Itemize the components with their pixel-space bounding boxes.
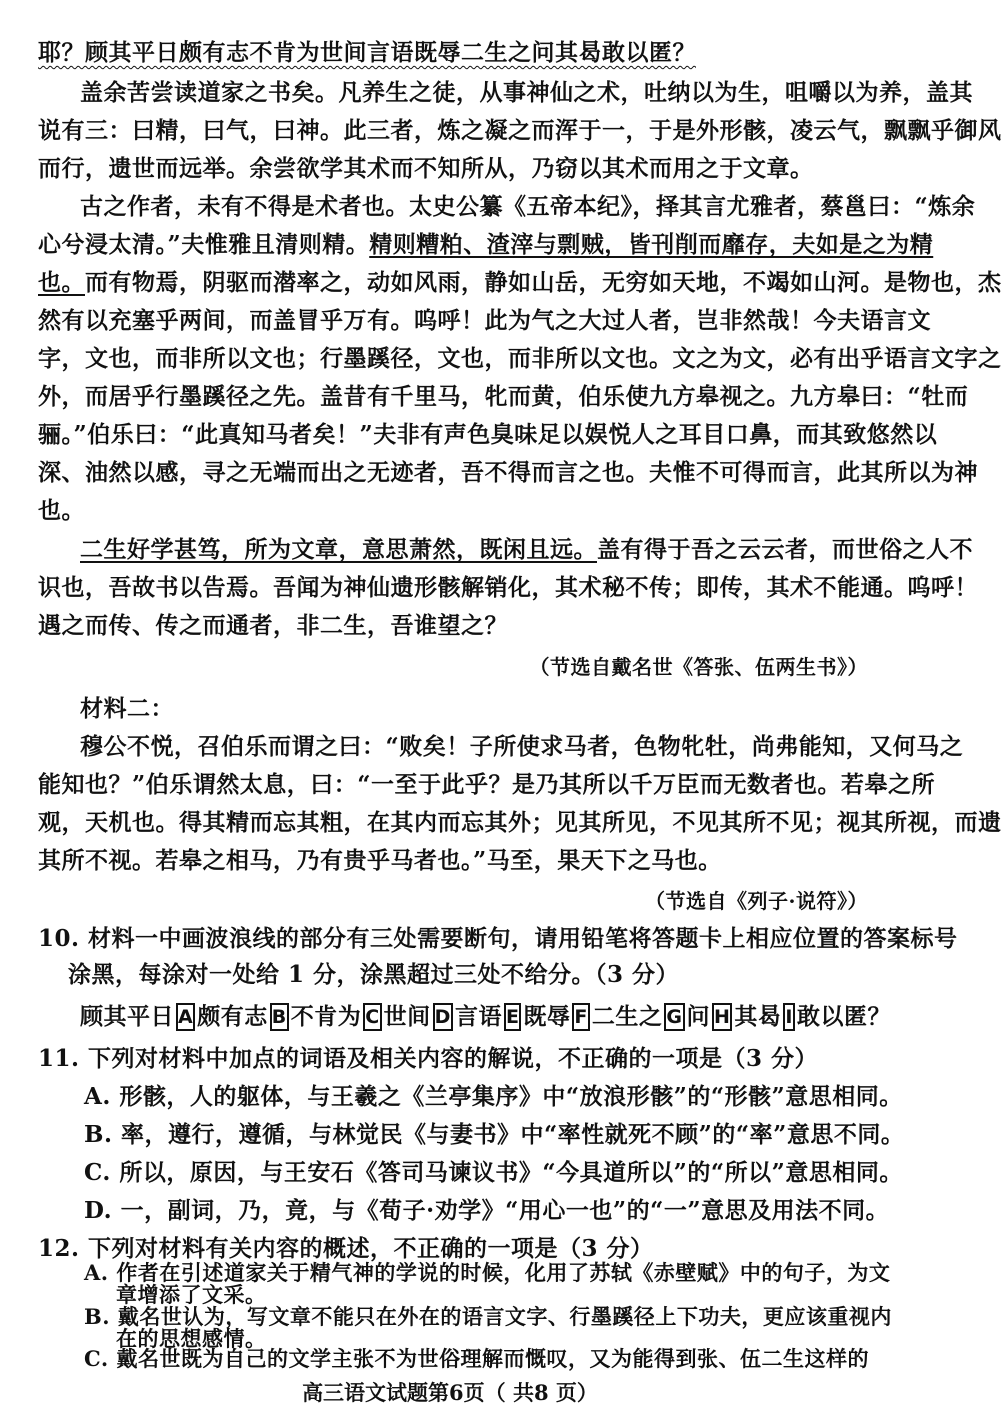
passage-line-wavy (38, 36, 870, 70)
passage-text: 盖有得于吾之云云者，而世俗之人不 (597, 536, 973, 563)
passage-line: 然有以充塞乎两间，而盖冒乎万有。呜呼！此为气之大过人者，岂非然哉！今夫语言文 (38, 307, 931, 334)
passage-line: 外，而居乎行墨蹊径之先。盖昔有千里马，牝而黄，伯乐使九方皋视之。九方皋曰：“牡而 (38, 383, 969, 410)
sentence-segment: 敢以匿？ (797, 1003, 891, 1030)
passage-line (38, 228, 934, 262)
question-12-option-c[interactable]: C. 戴名世既为自己的文学主张不为世俗理解而慨叹，又为能得到张、伍二生这样的 (84, 1346, 869, 1371)
answer-box-f[interactable]: F (572, 1003, 589, 1031)
answer-box-i[interactable]: I (783, 1003, 795, 1031)
question-11-option-d[interactable]: D. 一，副词，乃，竟，与《荀子·劝学》“用心一也”的“一”意思及用法不同。 (84, 1197, 890, 1224)
underlined-sentence: 精则糟粕、渣滓与剽贼，皆刊削而靡存，夫如是之为精 (369, 231, 934, 258)
sentence-segment: 不肯为 (290, 1003, 362, 1030)
sentence-segment: 言语 (454, 1003, 502, 1030)
question-11-option-a[interactable]: A. 形骸，人的躯体，与王羲之《兰亭集序》中“放浪形骸”的“形骸”意思相同。 (84, 1083, 903, 1110)
answer-box-a[interactable]: A (176, 1003, 195, 1031)
passage-line: 也。 (38, 497, 85, 524)
sentence-segment: 顾其平日 (80, 1003, 174, 1030)
wavy-sentence: 耶？顾其平日颇有志不肯为世间言语既辱二生之问其曷敢以匿？ (38, 39, 696, 66)
passage-text: 而有物焉，阴驱而潜率之，动如风雨，静如山岳，无穷如天地，不竭如山河。是物也，杰 (85, 269, 1002, 296)
passage-line: 遇之而传、传之而通者，非二生，吾谁望之？ (38, 612, 508, 639)
page-footer: 高三语文试题第6页（ 共8 页） (302, 1380, 598, 1405)
question-10-stem-cont: 涂黑，每涂对一处给 1 分，涂黑超过三处不给分。（3 分） (68, 961, 680, 988)
question-12-option-a-cont: 章增添了文采。 (116, 1282, 267, 1307)
answer-box-g[interactable]: G (664, 1003, 684, 1031)
underlined-sentence-end: 也。 (38, 269, 85, 296)
passage-line: 观，天机也。得其精而忘其粗，在其内而忘其外；见其所见，不见其所不见；视其所视，而遗 (38, 809, 1002, 836)
question-11-option-b[interactable]: B. 率，遵行，遵循，与林觉民《与妻书》中“率性就死不顾”的“率”意思不同。 (84, 1121, 905, 1148)
question-12-option-b[interactable]: B. 戴名世认为，写文章不能只在外在的语言文字、行墨蹊径上下功夫，更应该重视内 (84, 1304, 892, 1329)
question-10-sentence (80, 1000, 891, 1034)
passage-line: 骊。”伯乐曰：“此真知马者矣！”夫非有声色臭味足以娱悦人之耳目口鼻，而其致悠然以 (38, 421, 938, 448)
passage-line: 字，文也，而非所以文也；行墨蹊径，文也，而非所以文也。文之为文，必有出乎语言文字之 (38, 345, 1002, 372)
passage-line (80, 533, 973, 567)
underlined-sentence: 二生好学甚笃，所为文章，意思萧然，既闲且远。 (80, 536, 597, 563)
question-12-option-a[interactable]: A. 作者在引述道家关于精气神的学说的时候，化用了苏轼《赤壁赋》中的句子，为文 (84, 1260, 891, 1285)
answer-box-b[interactable]: B (270, 1003, 289, 1031)
passage-line: 穆公不悦，召伯乐而谓之曰：“败矣！子所使求马者，色物牝牡，尚弗能知，又何马之 (80, 733, 964, 760)
question-12-option-b-cont: 在的思想感情。 (116, 1326, 267, 1351)
answer-box-e[interactable]: E (504, 1003, 521, 1031)
sentence-segment: 既辱 (523, 1003, 571, 1030)
passage-line: 盖余苦尝读道家之书矣。凡养生之徒，从事神仙之术，吐纳以为生，咀嚼以为养，盖其 (80, 79, 973, 106)
passage-text: 心兮浸太清。”夫惟雅且清则精。 (38, 231, 370, 258)
passage-line (38, 266, 1002, 300)
passage-line: 而行，遗世而远举。余尝欲学其术而不知所从，乃窃以其术而用之于文章。 (38, 155, 814, 182)
passage-line: 古之作者，未有不得是术者也。太史公纂《五帝本纪》，择其言尤雅者，蔡邕曰：“炼余 (80, 193, 976, 220)
sentence-segment: 颇有志 (197, 1003, 268, 1030)
sentence-segment: 问 (686, 1003, 711, 1030)
passage-line: 识也，吾故书以告焉。吾闻为神仙遗形骸解销化，其术秘不传；即传，其术不能通。呜呼！ (38, 574, 978, 601)
passage-line: 其所不视。若皋之相马，乃有贵乎马者也。”马至，果天下之马也。 (38, 847, 722, 874)
question-11-option-c[interactable]: C. 所以，原因，与王安石《答司马谏议书》“今具道所以”的“所以”意思相同。 (84, 1159, 903, 1186)
question-11-stem: 11. 下列对材料中加点的词语及相关内容的解说，不正确的一项是（3 分） (38, 1045, 819, 1072)
material-two-title: 材料二： (80, 695, 174, 722)
sentence-segment: 二生之 (591, 1003, 663, 1030)
passage-line: 能知也？”伯乐谓然太息，曰：“一至于此乎？是乃其所以千万臣而无数者也。若皋之所 (38, 771, 935, 798)
answer-box-h[interactable]: H (712, 1003, 732, 1031)
sentence-segment: 其曷 (734, 1003, 782, 1030)
passage-line: 说有三：曰精，曰气，曰神。此三者，炼之凝之而浑于一，于是外形骸，凌云气，飘飘乎御风 (38, 117, 1002, 144)
question-12-stem: 12. 下列对材料有关内容的概述，不正确的一项是（3 分） (38, 1235, 654, 1262)
answer-box-c[interactable]: C (363, 1003, 381, 1031)
question-10-stem: 10. 材料一中画波浪线的部分有三处需要断句，请用铅笔将答题卡上相应位置的答案标号 (38, 925, 958, 952)
passage-line: 深、油然以感，寻之无端而出之无迹者，吾不得而言之也。夫惟不可得而言，此其所以为神 (38, 459, 978, 486)
source-citation-2: （节选自《列子·说符》） (645, 889, 868, 913)
sentence-segment: 世间 (383, 1003, 431, 1030)
source-citation-1: （节选自戴名世《答张、伍两生书》） (529, 655, 868, 679)
answer-box-d[interactable]: D (433, 1003, 453, 1031)
